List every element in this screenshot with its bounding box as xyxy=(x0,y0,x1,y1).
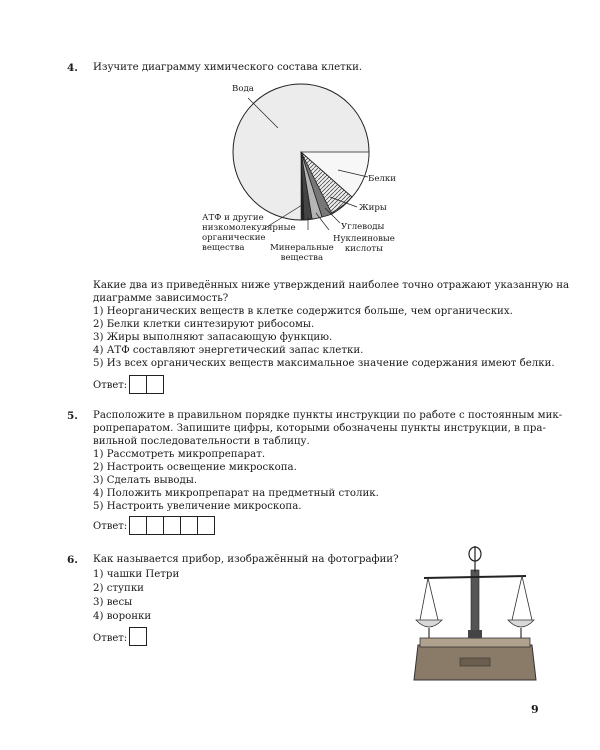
q6-number: 6. xyxy=(67,554,78,566)
q6-option-1: 1) чашки Петри xyxy=(93,569,180,580)
q6-option-2: 2) ступки xyxy=(93,583,144,594)
label-atp-line2: низкомолекулярные xyxy=(202,223,296,233)
label-nucleic-line2: кислоты xyxy=(344,244,383,254)
label-atp-line1: АТФ и другие xyxy=(202,213,264,223)
q4-answer-boxes xyxy=(129,375,163,394)
label-nucleic-line1: Нуклеиновые xyxy=(333,234,395,244)
q4-option-1: 1) Неорганических веществ в клетке содержится больше, чем органических. xyxy=(93,306,513,317)
q4-option-3: 3) Жиры выполняют запасающую функцию. xyxy=(93,332,333,343)
q6-answer-cell[interactable] xyxy=(129,627,147,646)
label-nucleic xyxy=(333,234,395,254)
q5-number: 5. xyxy=(67,410,78,422)
q5-option-5: 5) Настроить увеличение микроскопа. xyxy=(93,501,302,512)
q4-option-4: 4) АТФ составляют энергетический запас клетки. xyxy=(93,345,364,356)
label-fats: Жиры xyxy=(359,203,387,213)
label-carbs: Углеводы xyxy=(341,222,385,232)
q4-question-line2: диаграмме зависимость? xyxy=(93,293,229,304)
q5-text-line2: ропрепаратом. Запишите цифры, которыми обозначены пункты инструкции, в пра- xyxy=(93,423,546,434)
q4-number: 4. xyxy=(67,62,78,74)
q5-answer-cell[interactable] xyxy=(129,516,147,535)
q6-answer-label: Ответ: xyxy=(93,633,128,644)
q4-option-2: 2) Белки клетки синтезируют рибосомы. xyxy=(93,319,315,330)
q4-answer-label: Ответ: xyxy=(93,380,128,391)
q6-option-3: 3) весы xyxy=(93,597,133,608)
q6-option-4: 4) воронки xyxy=(93,611,152,622)
q4-question-line1: Какие два из приведённых ниже утверждений наиболее точно отражают указанную на xyxy=(93,280,570,291)
label-atp-line3: органические xyxy=(202,233,266,243)
q4-pie-chart xyxy=(226,80,376,230)
q4-prompt: Изучите диаграмму химического состава клетки. xyxy=(93,62,363,73)
q5-answer-cell[interactable] xyxy=(197,516,215,535)
label-atp-line4: вещества xyxy=(202,243,245,253)
label-water: Вода xyxy=(232,84,254,94)
q5-option-4: 4) Положить микропрепарат на предметный столик. xyxy=(93,488,379,499)
label-atp xyxy=(202,213,296,253)
q5-text-line1: Расположите в правильном порядке пункты инструкции по работе с постоянным мик- xyxy=(93,410,563,421)
q5-answer-label: Ответ: xyxy=(93,521,128,532)
page-number: 9 xyxy=(531,703,539,716)
q4-answer-cell[interactable] xyxy=(129,375,147,394)
label-minerals-line2: вещества xyxy=(280,253,324,263)
pie-chart-svg xyxy=(226,80,376,230)
q4-option-5: 5) Из всех органических веществ максимальное значение содержания имеют белки. xyxy=(93,358,555,369)
q5-option-3: 3) Сделать выводы. xyxy=(93,475,198,486)
q5-option-1: 1) Рассмотреть микропрепарат. xyxy=(93,449,266,460)
balance-scale-photo xyxy=(410,540,540,685)
scale-icon xyxy=(410,540,540,685)
q5-answer-boxes xyxy=(129,516,214,535)
q5-answer-cell[interactable] xyxy=(146,516,164,535)
q5-answer-cell[interactable] xyxy=(163,516,181,535)
q5-answer-cell[interactable] xyxy=(180,516,198,535)
q6-answer-boxes xyxy=(129,627,146,646)
label-proteins: Белки xyxy=(368,174,396,184)
label-minerals-line1: Минеральные xyxy=(270,243,334,253)
q6-prompt: Как называется прибор, изображённый на фотографии? xyxy=(93,554,399,565)
q5-option-2: 2) Настроить освещение микроскопа. xyxy=(93,462,297,473)
q4-answer-cell[interactable] xyxy=(146,375,164,394)
q5-text-line3: вильной последовательности в таблицу. xyxy=(93,436,310,447)
